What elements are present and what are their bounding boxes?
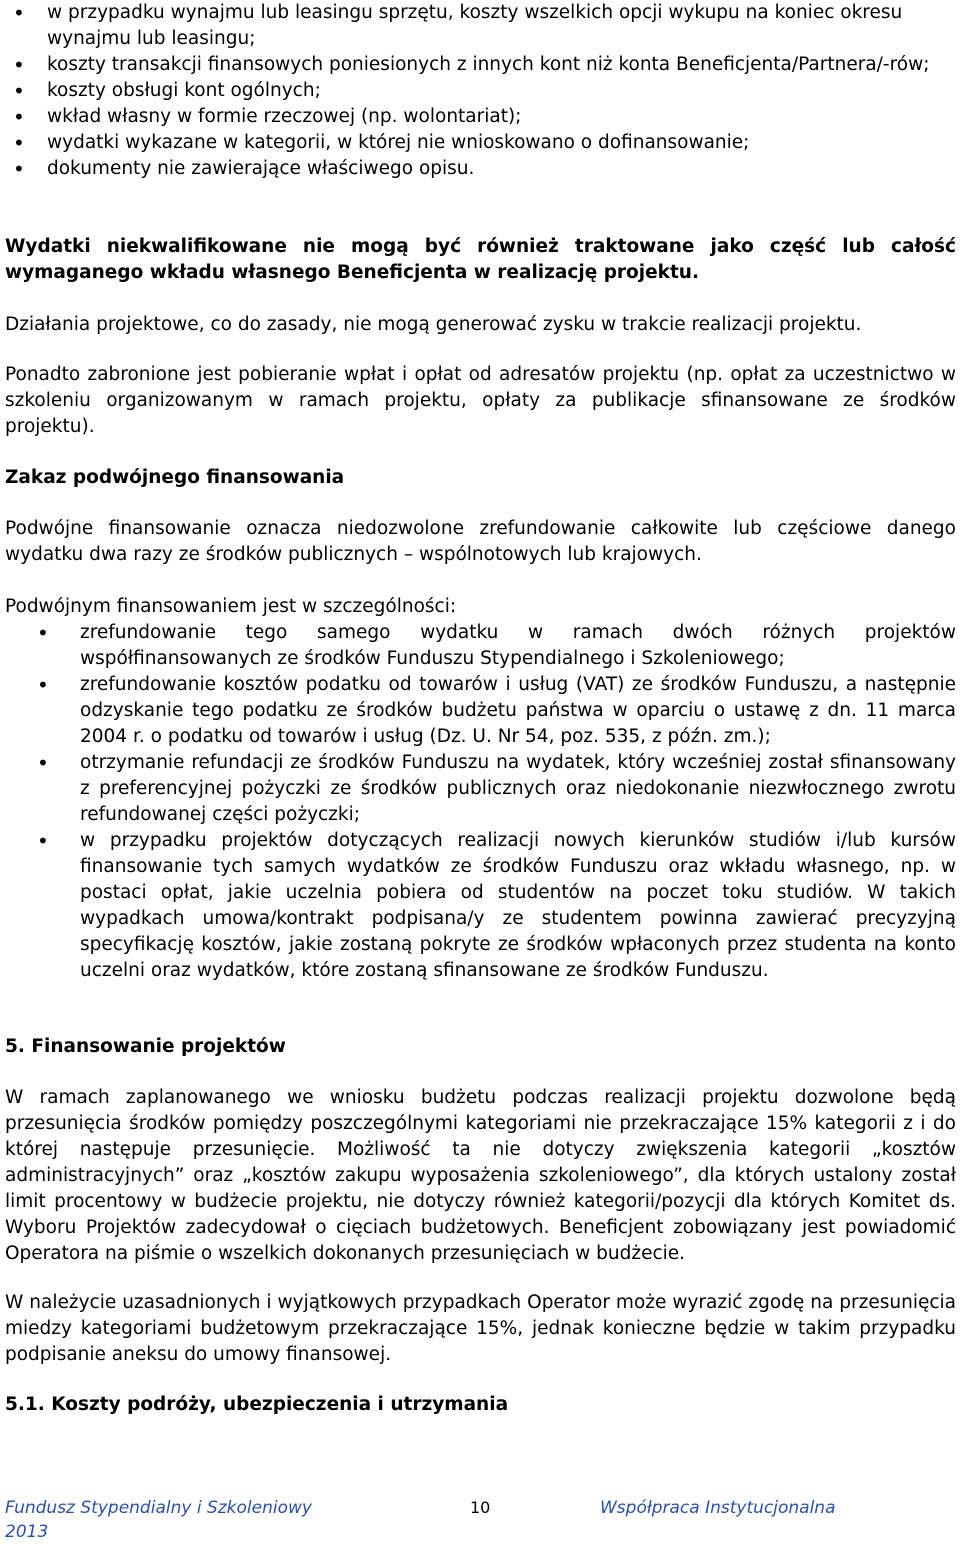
section-heading-5-1: 5.1. Koszty podróży, ubezpieczenia i utrzymania xyxy=(5,1394,509,1415)
profit-paragraph: Działania projektowe, co do zasady, nie mogą generować zysku w trakcie realizacji projektu. xyxy=(5,314,862,335)
list-item: • w przypadku projektów dotyczących realizacji nowych kierunków studiów i/lub kursów finansowanie tych samych wydatków ze środków Funduszu oraz wkładu własnego, np. w postaci opłat, jakie uczelnia pobiera od studentów na poczet toku studiów. W takich wypadkach umowa/kontrakt podpisana/y ze studentem powinna zawierać precyzyjną specyfikację kosztów, jakie zostaną pokryte ze środków wpłaconych przez studenta na konto uczelni oraz wydatków, które zostaną sfinansowane ze środków Funduszu. xyxy=(0,828,960,984)
footer-fund-name: Fundusz Stypendialny i Szkoleniowy 2013 xyxy=(5,1498,312,1542)
list-item: • w przypadku wynajmu lub leasingu sprzętu, koszty wszelkich opcji wykupu na koniec okresu wynajmu lub leasingu; xyxy=(0,0,960,52)
bold-note-paragraph: Wydatki niekwalifikowane nie mogą być również traktowane jako część lub całość wymaganego wkładu własnego Beneficjenta w realizację projektu. xyxy=(5,236,956,283)
footer-program-name: Współpraca Instytucjonalna xyxy=(600,1498,836,1518)
double-financing-definition: Podwójne finansowanie oznacza niedozwolone zrefundowanie całkowite lub częściowe danego wydatku dwa razy ze środków publicznych – wspólnotowych lub krajowych. xyxy=(5,518,956,565)
exception-paragraph: W należycie uzasadnionych i wyjątkowych przypadkach Operator może wyrazić zgodę na przesunięcia miedzy kategoriami budżetowym przekraczające 15%, jednak konieczne będzie w takim przypadku podpisanie aneksu do umowy finansowej. xyxy=(5,1292,956,1365)
list-item: • wydatki wykazane w kategorii, w której nie wnioskowano o dofinansowanie; xyxy=(0,130,960,156)
list-item: • wkład własny w formie rzeczowej (np. wolontariat); xyxy=(0,104,960,130)
page-number: 10 xyxy=(470,1498,491,1517)
section-heading-double-financing: Zakaz podwójnego finansowania xyxy=(5,467,345,488)
list-item: • zrefundowanie kosztów podatku od towarów i usług (VAT) ze środków Funduszu, a następnie odzyskanie tego podatku ze środków budżetu państwa w oparciu o ustawę z dn. 11 marca 2004 r. o podatku od towarów i usług (Dz. U. Nr 54, poz. 535, z późn. zm.); xyxy=(0,672,960,750)
ineligible-costs-list xyxy=(0,0,960,182)
double-financing-intro: Podwójnym finansowaniem jest w szczególności: xyxy=(5,596,457,617)
page-footer xyxy=(0,1492,960,1541)
fees-paragraph: Ponadto zabronione jest pobieranie wpłat i opłat od adresatów projektu (np. opłat za uczestnictwo w szkoleniu organizowanym w ramach projektu, opłaty za publikacje sfinansowane ze środków projektu). xyxy=(5,364,956,437)
section-heading-5: 5. Finansowanie projektów xyxy=(5,1036,286,1057)
list-item: • zrefundowanie tego samego wydatku w ramach dwóch różnych projektów współfinansowanych ze środków Funduszu Stypendialnego i Szkoleniowego; xyxy=(0,620,960,672)
double-financing-list xyxy=(0,620,960,984)
list-item: • dokumenty nie zawierające właściwego opisu. xyxy=(0,156,960,182)
list-item: • otrzymanie refundacji ze środków Funduszu na wydatek, który wcześniej został sfinansowany z preferencyjnej pożyczki ze środków publicznych oraz niedokonanie niezwłocznego zwrotu refundowanej części pożyczki; xyxy=(0,750,960,828)
list-item: • koszty obsługi kont ogólnych; xyxy=(0,78,960,104)
budget-shift-paragraph: W ramach zaplanowanego we wniosku budżetu podczas realizacji projektu dozwolone będą przesunięcia środków pomiędzy poszczególnymi kategoriami nie przekraczające 15% kategorii z i do której następuje przesunięcie. Możliwość ta nie dotyczy zwiększenia kategorii „kosztów administracyjnych” oraz „kosztów zakupu wyposażenia szkoleniowego”, dla których ustalony został limit procentowy w budżecie projektu, nie dotyczy również kategorii/pozycji dla których Komitet ds. Wyboru Projektów zadecydował o cięciach budżetowych. Beneficjent zobowiązany jest powiadomić Operatora na piśmie o wszelkich dokonanych przesunięciach w budżecie. xyxy=(5,1087,956,1264)
list-item: • koszty transakcji finansowych poniesionych z innych kont niż konta Beneficjenta/Partnera/-rów; xyxy=(0,52,960,78)
